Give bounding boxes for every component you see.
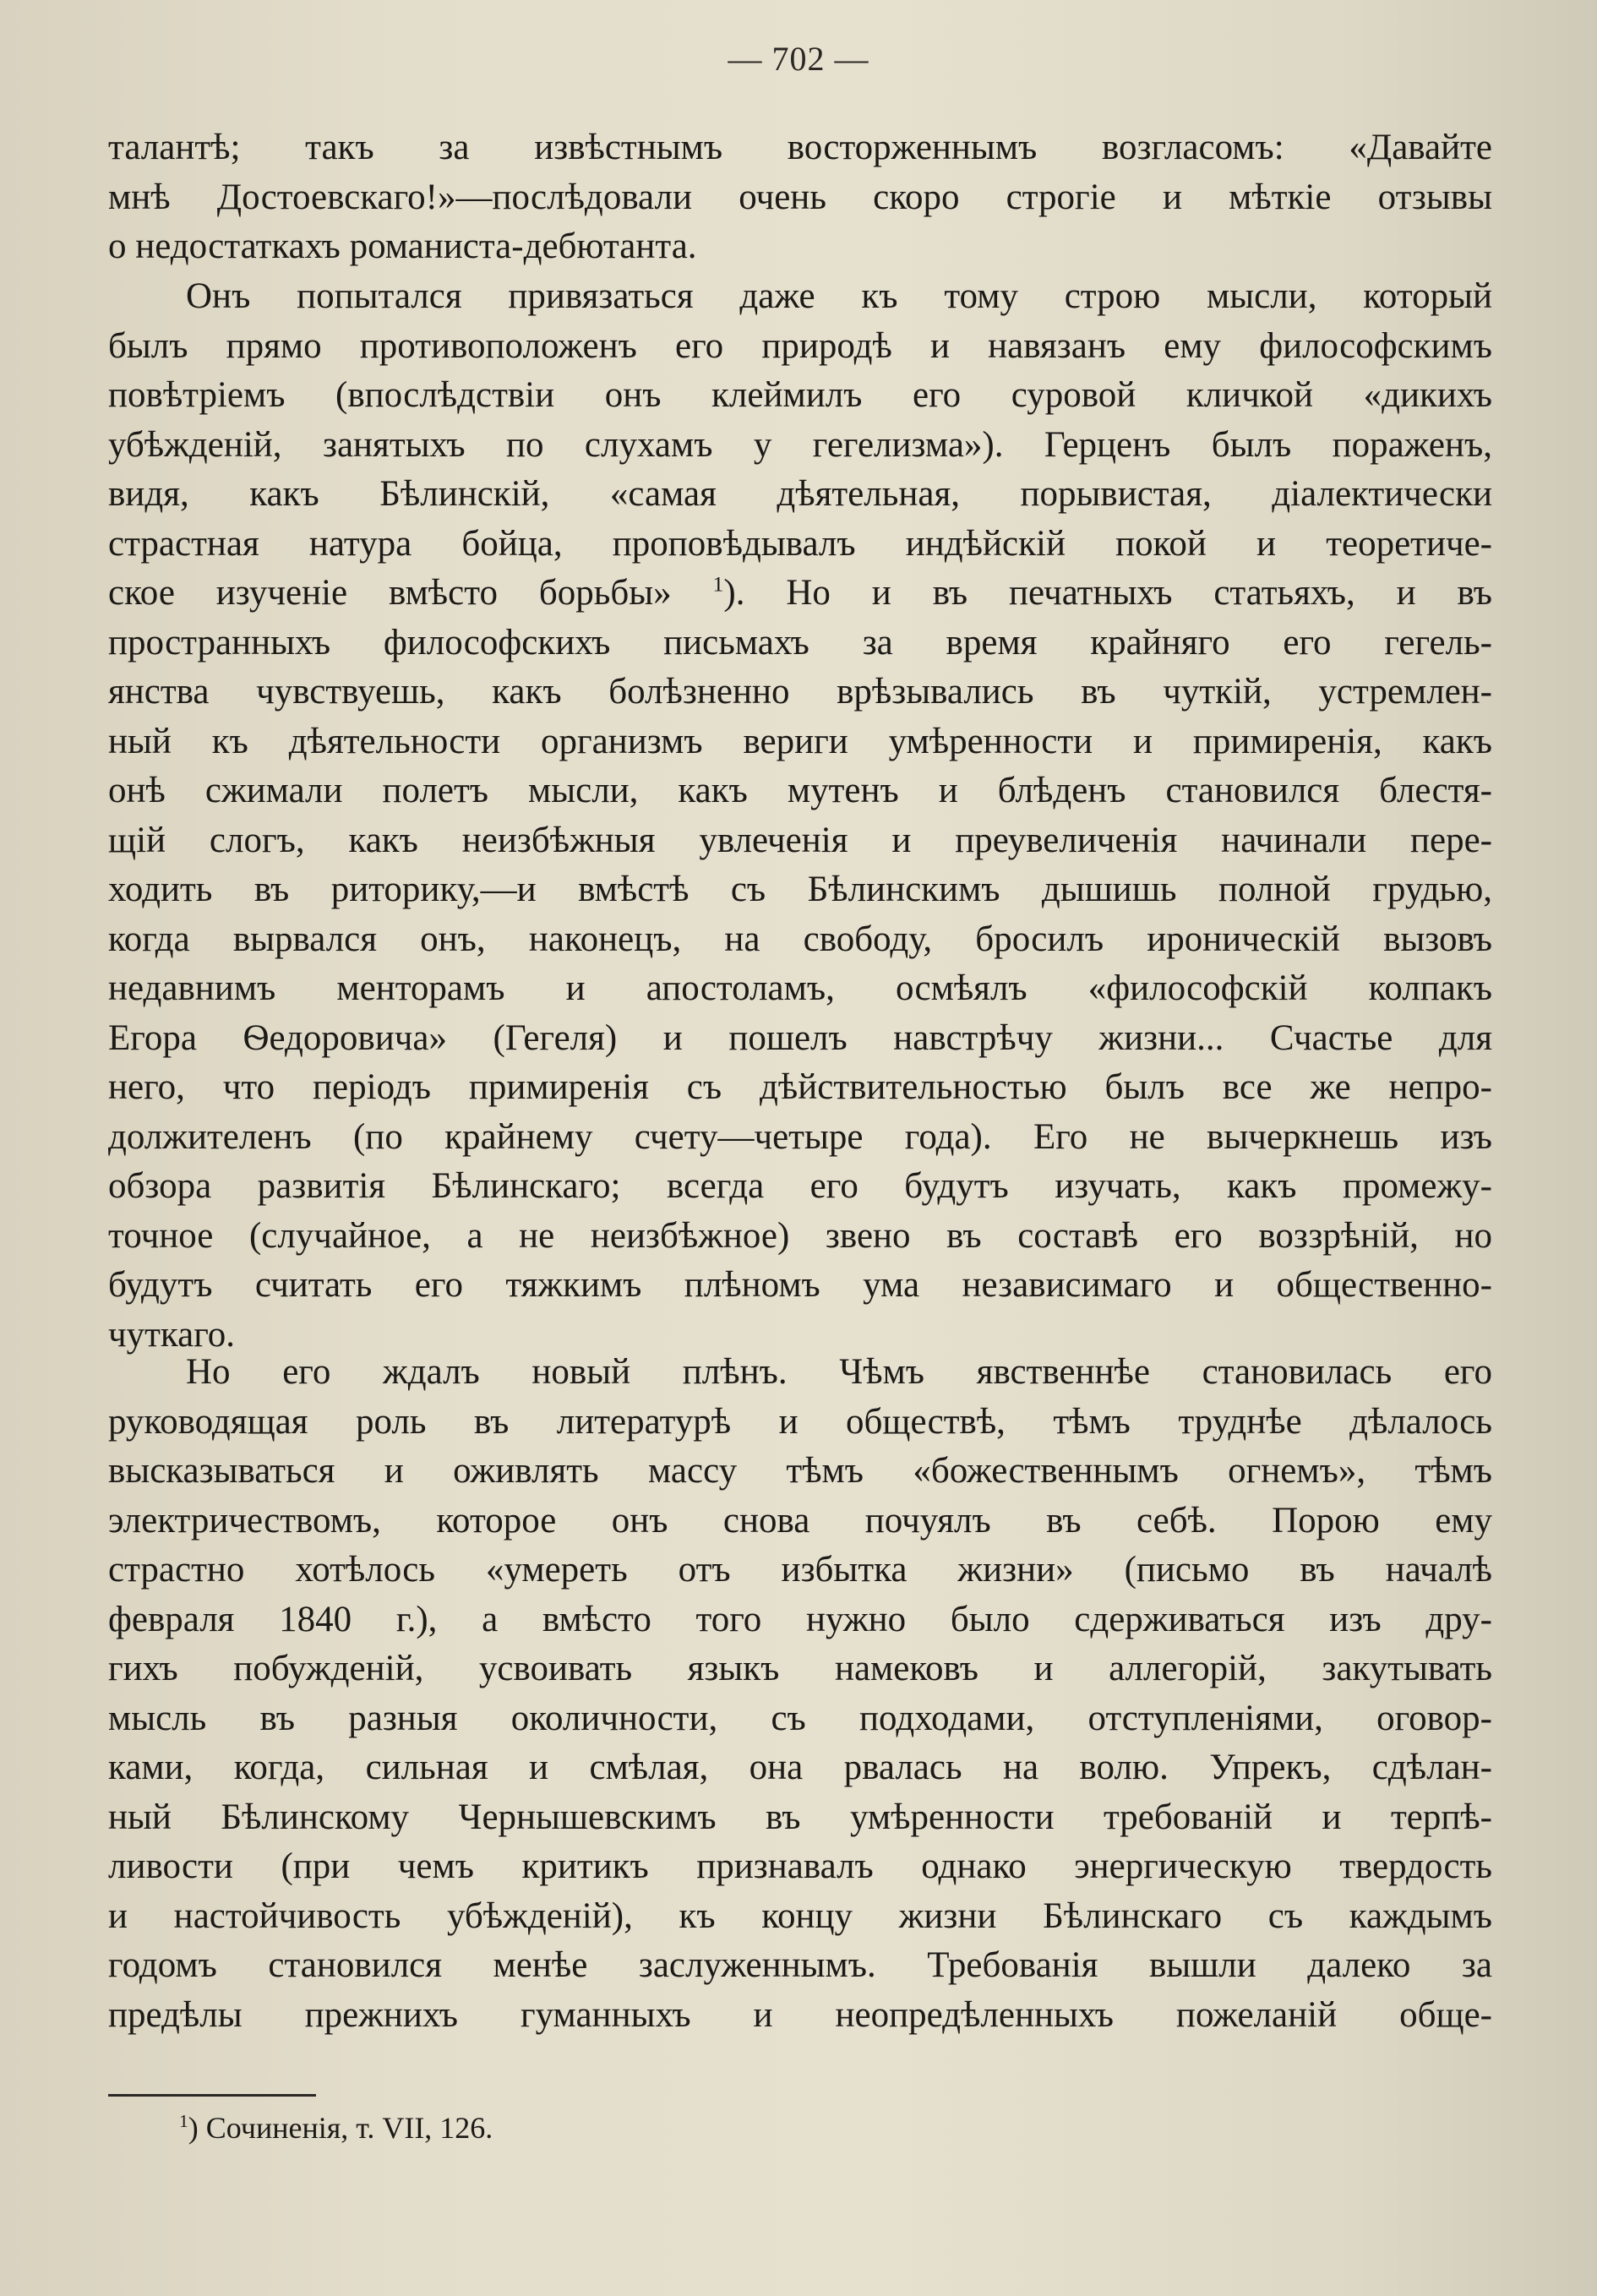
page-number: — 702 — bbox=[728, 40, 869, 78]
paragraph-1 bbox=[108, 123, 1492, 272]
text-line: недавнимъ менторамъ и апостоламъ, осмѣялъ «философскій колпакъ bbox=[108, 968, 1492, 1008]
text-line: ный Бѣлинскому Чернышевскимъ въ умѣренности требованій и терпѣ- bbox=[108, 1797, 1492, 1837]
text-line: онѣ сжимали полетъ мысли, какъ мутенъ и блѣденъ становился блестя- bbox=[108, 771, 1492, 810]
text-line: янства чувствуешь, какъ болѣзненно врѣзывались въ чуткій, устремлен- bbox=[108, 672, 1492, 712]
text-line: точное (случайное, а не неизбѣжное) звено въ составѣ его воззрѣній, но bbox=[108, 1215, 1492, 1256]
text-line: страстная натура бойца, проповѣдывалъ индѣйскій покой и теоретиче- bbox=[108, 523, 1492, 564]
text-line: Но его ждалъ новый плѣнъ. Чѣмъ явственнѣе становилась его bbox=[186, 1352, 1492, 1392]
text-line: когда вырвался онъ, наконецъ, на свободу, бросилъ ироническій вызовъ bbox=[108, 919, 1492, 959]
text-segment: ское изученіе вмѣсто борьбы» bbox=[108, 573, 672, 613]
text-line: о недостаткахъ романиста-дебютанта. bbox=[108, 226, 697, 266]
text-line: пространныхъ философскихъ письмахъ за время крайняго его гегель- bbox=[108, 622, 1492, 663]
paragraph-3 bbox=[108, 1348, 1492, 2040]
text-line: него, что періодъ примиренія съ дѣйствительностью былъ все же непро- bbox=[108, 1067, 1492, 1107]
text-line: видя, какъ Бѣлинскій, «самая дѣятельная, порывистая, діалектически bbox=[108, 474, 1492, 514]
text-line: чуткаго. bbox=[108, 1314, 236, 1355]
text-line: предѣлы прежнихъ гуманныхъ и неопредѣленныхъ пожеланій обще- bbox=[108, 1994, 1492, 2035]
text-line: повѣтріемъ (впослѣдствіи онъ клеймилъ его суровой кличкой «дикихъ bbox=[108, 375, 1492, 415]
footnote-divider bbox=[108, 2094, 316, 2097]
footnote-marker: 1 bbox=[179, 2111, 188, 2131]
text-line: былъ прямо противоположенъ его природѣ и навязанъ ему философскимъ bbox=[108, 325, 1492, 366]
text-segment: ). Но и въ печатныхъ статьяхъ, и въ bbox=[723, 573, 1492, 613]
text-line: должителенъ (по крайнему счету—четыре года). Его не вычеркнешь изъ bbox=[108, 1116, 1492, 1157]
text-line: Егора Ѳедоровича» (Гегеля) и пошелъ навстрѣчу жизни... Счастье для bbox=[108, 1017, 1492, 1058]
text-line: руководящая роль въ литературѣ и обществѣ, тѣмъ труднѣе дѣлалось bbox=[108, 1401, 1492, 1442]
text-line: февраля 1840 г.), а вмѣсто того нужно было сдерживаться изъ дру- bbox=[108, 1599, 1492, 1639]
text-line: обзора развитія Бѣлинскаго; всегда его будутъ изучать, какъ промежу- bbox=[108, 1166, 1492, 1206]
text-line: талантѣ; такъ за извѣстнымъ восторженнымъ возгласомъ: «Давайте bbox=[108, 128, 1492, 167]
text-line: страстно хотѣлось «умереть отъ избытка жизни» (письмо въ началѣ bbox=[108, 1550, 1492, 1590]
text-line: электричествомъ, которое онъ снова почуялъ въ себѣ. Порою ему bbox=[108, 1500, 1492, 1541]
text-line: щій слогъ, какъ неизбѣжныя увлеченія и преувеличенія начинали пере- bbox=[108, 820, 1492, 860]
text-line: ливости (при чемъ критикъ признавалъ однако энергическую твердость bbox=[108, 1846, 1492, 1886]
text-line: ный къ дѣятельности организмъ вериги умѣренности и примиренія, какъ bbox=[108, 721, 1492, 761]
paragraph-2 bbox=[108, 272, 1492, 1360]
text-line: убѣжденій, занятыхъ по слухамъ у гегелизма»). Герценъ былъ пораженъ, bbox=[108, 424, 1492, 465]
text-line: Онъ попытался привязаться даже къ тому строю мысли, который bbox=[186, 276, 1492, 316]
text-line: и настойчивость убѣжденій), къ концу жизни Бѣлинскаго съ каждымъ bbox=[108, 1895, 1492, 1936]
text-line: ками, когда, сильная и смѣлая, она рвалась на волю. Упрекъ, сдѣлан- bbox=[108, 1748, 1492, 1787]
text-line: будутъ считать его тяжкимъ плѣномъ ума независимаго и общественно- bbox=[108, 1265, 1492, 1305]
text-line: ходить въ риторику,—и вмѣстѣ съ Бѣлинскимъ дышишь полной грудью, bbox=[108, 870, 1492, 909]
footnote-ref[interactable]: 1 bbox=[712, 571, 724, 597]
text-line: мысль въ разныя околичности, съ подходами, отступленіями, оговор- bbox=[108, 1698, 1492, 1738]
footnote bbox=[179, 2108, 493, 2148]
text-line: гихъ побужденій, усвоивать языкъ намековъ и аллегорій, закутывать bbox=[108, 1649, 1492, 1688]
text-line: высказываться и оживлять массу тѣмъ «божественнымъ огнемъ», тѣмъ bbox=[108, 1451, 1492, 1491]
text-line: годомъ становился менѣе заслуженнымъ. Требованія вышли далеко за bbox=[108, 1945, 1492, 1985]
footnote-text: ) Сочиненія, т. VII, 126. bbox=[188, 2111, 493, 2145]
text-line: мнѣ Достоевскаго!»—послѣдовали очень скоро строгіе и мѣткіе отзывы bbox=[108, 177, 1492, 217]
text-line-with-footnote-ref bbox=[108, 569, 1492, 619]
